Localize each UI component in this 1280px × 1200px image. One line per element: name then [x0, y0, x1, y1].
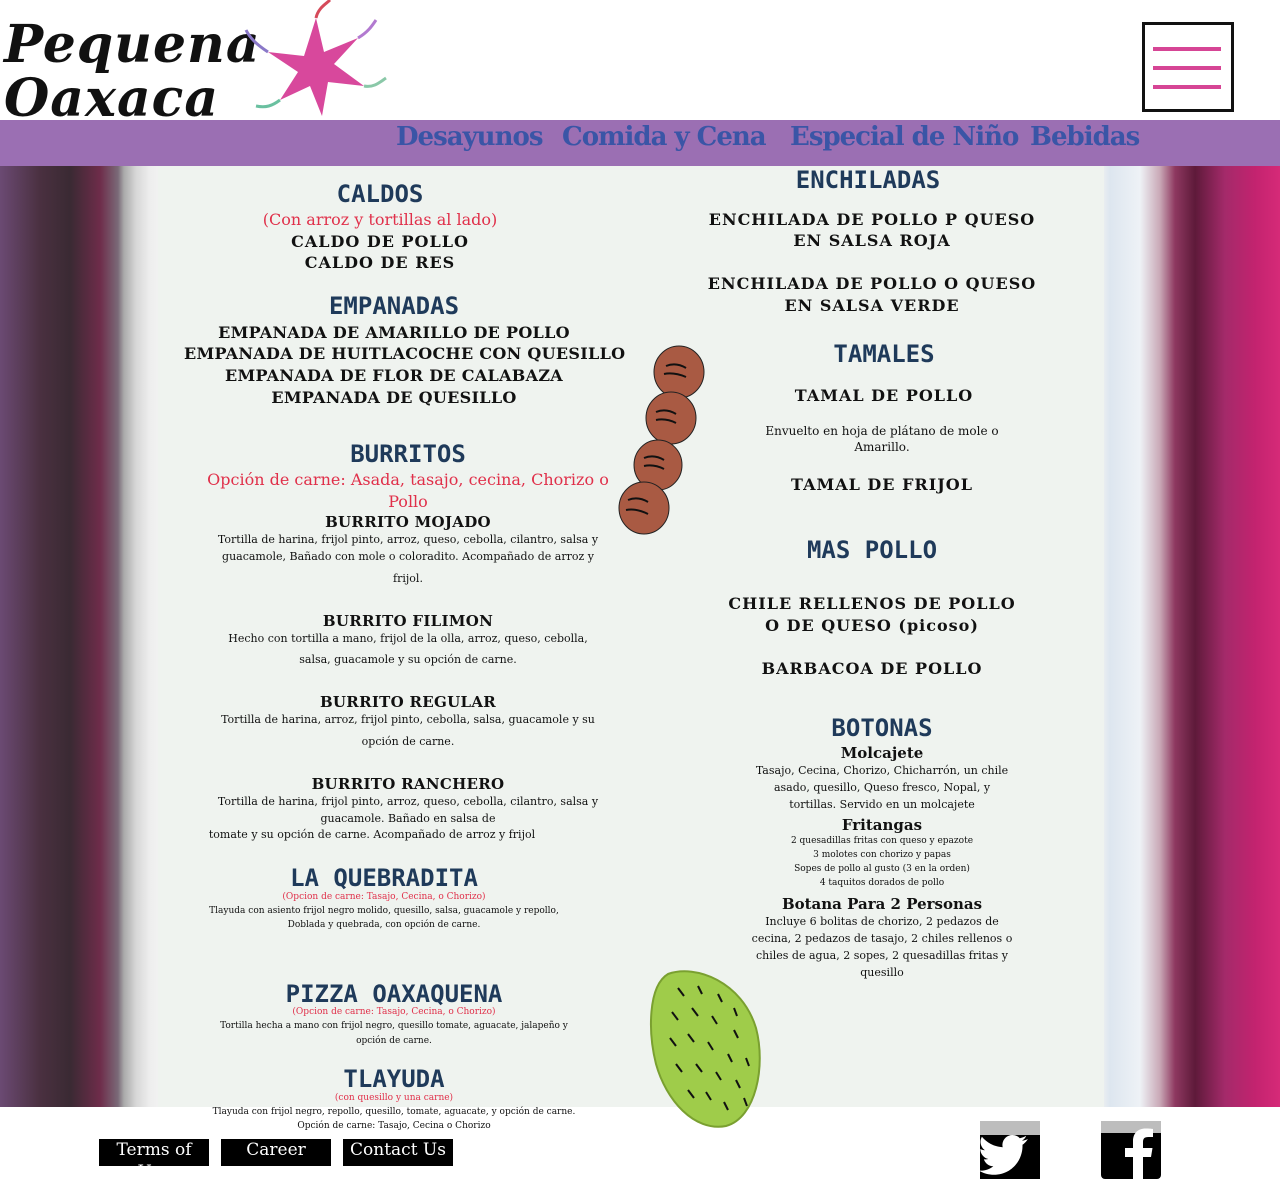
menu-item: O DE QUESO (picoso): [765, 616, 979, 635]
logo-line-1: Pequena: [4, 14, 261, 75]
menu-item: ENCHILADA DE POLLO O QUESO: [707, 274, 1037, 293]
menu-item: BARBACOA DE POLLO: [761, 659, 983, 678]
menu-item: EN SALSA ROJA: [793, 231, 951, 250]
menu-item-desc: Amarillo.: [854, 440, 910, 454]
section-title-enchiladas: ENCHILADAS: [795, 166, 941, 194]
menu-bar-icon: [1153, 66, 1221, 70]
menu-item-desc: tomate y su opción de carne. Acompañado de arroz y frijol: [208, 828, 536, 841]
pizza-note: (Opcion de carne: Tasajo, Cecina, o Chorizo): [292, 1007, 496, 1017]
logo-line-2: Oaxaca: [4, 68, 220, 120]
menu-item-desc: salsa, guacamole y su opción de carne.: [299, 653, 517, 666]
menu-item: EMPANADA DE QUESILLO: [271, 388, 517, 407]
menu-item-desc: guacamole. Bañado en salsa de: [320, 812, 496, 825]
nav-comida-y-cena[interactable]: Comida y Cena: [562, 122, 766, 152]
quebradita-note: (Opcion de carne: Tasajo, Cecina, o Chorizo): [282, 892, 486, 902]
menu-item: EN SALSA VERDE: [784, 296, 960, 315]
menu-item-desc: 2 quesadillas fritas con queso y epazote: [790, 836, 974, 846]
menu-item-desc: Tortilla de harina, frijol pinto, arroz, queso, cebolla, cilantro, salsa y: [217, 795, 599, 808]
menu-item-desc: Sopes de pollo al gusto (3 en la orden): [794, 864, 970, 874]
nav-desayunos[interactable]: Desayunos: [396, 122, 543, 152]
right-menu-column: [700, 0, 1040, 1000]
menu-item: EMPANADA DE FLOR DE CALABAZA: [224, 366, 564, 385]
menu-item-desc: cecina, 2 pedazos de tasajo, 2 chiles rellenos o: [751, 932, 1013, 945]
terms-of-use-link[interactable]: Terms of Use: [99, 1139, 209, 1166]
section-title-burritos: BURRITOS: [350, 440, 466, 468]
menu-item-desc: Opción de carne: Tasajo, Cecina o Chorizo: [297, 1121, 491, 1131]
section-title-empanadas: EMPANADAS: [328, 292, 460, 320]
menu-item-desc: 3 molotes con chorizo y papas: [813, 850, 951, 860]
menu-item-desc: Tortilla de harina, arroz, frijol pinto, cebolla, salsa, guacamole y su: [221, 713, 595, 726]
tlayuda-note: (con quesillo y una carne): [334, 1093, 454, 1103]
menu-bar-icon: [1153, 85, 1221, 89]
menu-item-desc: asado, quesillo, Queso fresco, Nopal, y: [773, 781, 991, 794]
menu-item-desc: Tasajo, Cecina, Chorizo, Chicharrón, un chile: [755, 764, 1009, 777]
section-title-botonas: BOTONAS: [831, 714, 933, 742]
menu-item-name: BURRITO MOJADO: [325, 513, 491, 531]
menu-item-name: TAMAL DE FRIJOL: [791, 475, 973, 494]
menu-item-desc: tortillas. Servido en un molcajete: [789, 798, 975, 811]
menu-item: CALDO DE RES: [304, 253, 456, 272]
section-title-mas-pollo: MAS POLLO: [806, 536, 938, 564]
menu-item-name: Molcajete: [840, 744, 924, 762]
menu-item: EMPANADA DE AMARILLO DE POLLO: [218, 323, 570, 342]
menu-item-name: BURRITO FILIMON: [322, 612, 494, 630]
menu-item-desc: chiles de agua, 2 sopes, 2 quesadillas fritas y: [756, 949, 1008, 962]
menu-item-desc: Incluye 6 bolitas de chorizo, 2 pedazos de: [765, 915, 999, 928]
menu-item-desc: Envuelto en hoja de plátano de mole o: [765, 424, 999, 438]
menu-item-desc: opción de carne.: [356, 1036, 432, 1046]
section-title-caldos: CALDOS: [336, 180, 424, 208]
section-title-tlayuda: TLAYUDA: [343, 1065, 445, 1093]
section-title-la-quebradita: LA QUEBRADITA: [290, 864, 478, 892]
menu-item-desc: Tlayuda con frijol negro, repollo, quesillo, tomate, aguacate, y opción de carne.: [212, 1107, 576, 1117]
menu-item-desc: Tortilla hecha a mano con frijol negro, quesillo tomate, aguacate, jalapeño y: [220, 1021, 568, 1031]
twitter-icon[interactable]: [980, 1121, 1040, 1179]
menu-item-name: BURRITO REGULAR: [319, 693, 497, 711]
menu-item-desc: Doblada y quebrada, con opción de carne.: [287, 920, 481, 930]
menu-item: ENCHILADA DE POLLO P QUESO: [708, 210, 1036, 229]
chorizo-illustration-icon: [614, 340, 714, 540]
section-title-pizza-oaxaquena: PIZZA OAXAQUENA: [285, 980, 503, 1008]
nav-bebidas[interactable]: Bebidas: [1030, 122, 1140, 152]
left-menu-column: [184, 0, 626, 1140]
hamburger-menu-button[interactable]: [1142, 22, 1234, 112]
menu-item-desc: guacamole, Bañado con mole o coloradito. Acompañado de arroz y: [222, 550, 594, 563]
facebook-icon[interactable]: [1101, 1121, 1161, 1179]
menu-item-desc: Tortilla de harina, frijol pinto, arroz, queso, cebolla, cilantro, salsa y: [217, 533, 599, 546]
menu-item-desc: 4 taquitos dorados de pollo: [819, 878, 945, 888]
caldos-note: (Con arroz y tortillas al lado): [262, 210, 498, 229]
menu-item-name: BURRITO RANCHERO: [311, 775, 505, 793]
menu-item-desc: frijol.: [393, 572, 423, 585]
burritos-note: Pollo: [388, 492, 428, 511]
menu-item-name: TAMAL DE POLLO: [794, 386, 974, 405]
nav-especial-de-nino[interactable]: Especial de Niño: [790, 122, 1019, 152]
menu-bar-icon: [1153, 47, 1221, 51]
menu-item-name: Fritangas: [841, 816, 923, 834]
menu-item: CALDO DE POLLO: [291, 232, 469, 251]
section-title-tamales: TAMALES: [833, 340, 935, 368]
contact-us-link[interactable]: Contact Us: [343, 1139, 453, 1166]
menu-item: EMPANADA DE HUITLACOCHE CON QUESILLO: [184, 344, 626, 363]
menu-item-desc: opción de carne.: [361, 735, 455, 748]
menu-item-desc: quesillo: [860, 966, 904, 979]
menu-item: CHILE RELLENOS DE POLLO: [728, 594, 1016, 613]
burritos-note: Opción de carne: Asada, tasajo, cecina, Chorizo o: [207, 470, 609, 489]
menu-item-desc: Tlayuda con asiento frijol negro molido, quesillo, salsa, guacamole y repollo,: [209, 906, 559, 916]
career-link[interactable]: Career: [221, 1139, 331, 1166]
menu-item-desc: Hecho con tortilla a mano, frijol de la olla, arroz, queso, cebolla,: [228, 632, 588, 645]
menu-item-name: Botana Para 2 Personas: [781, 895, 983, 913]
